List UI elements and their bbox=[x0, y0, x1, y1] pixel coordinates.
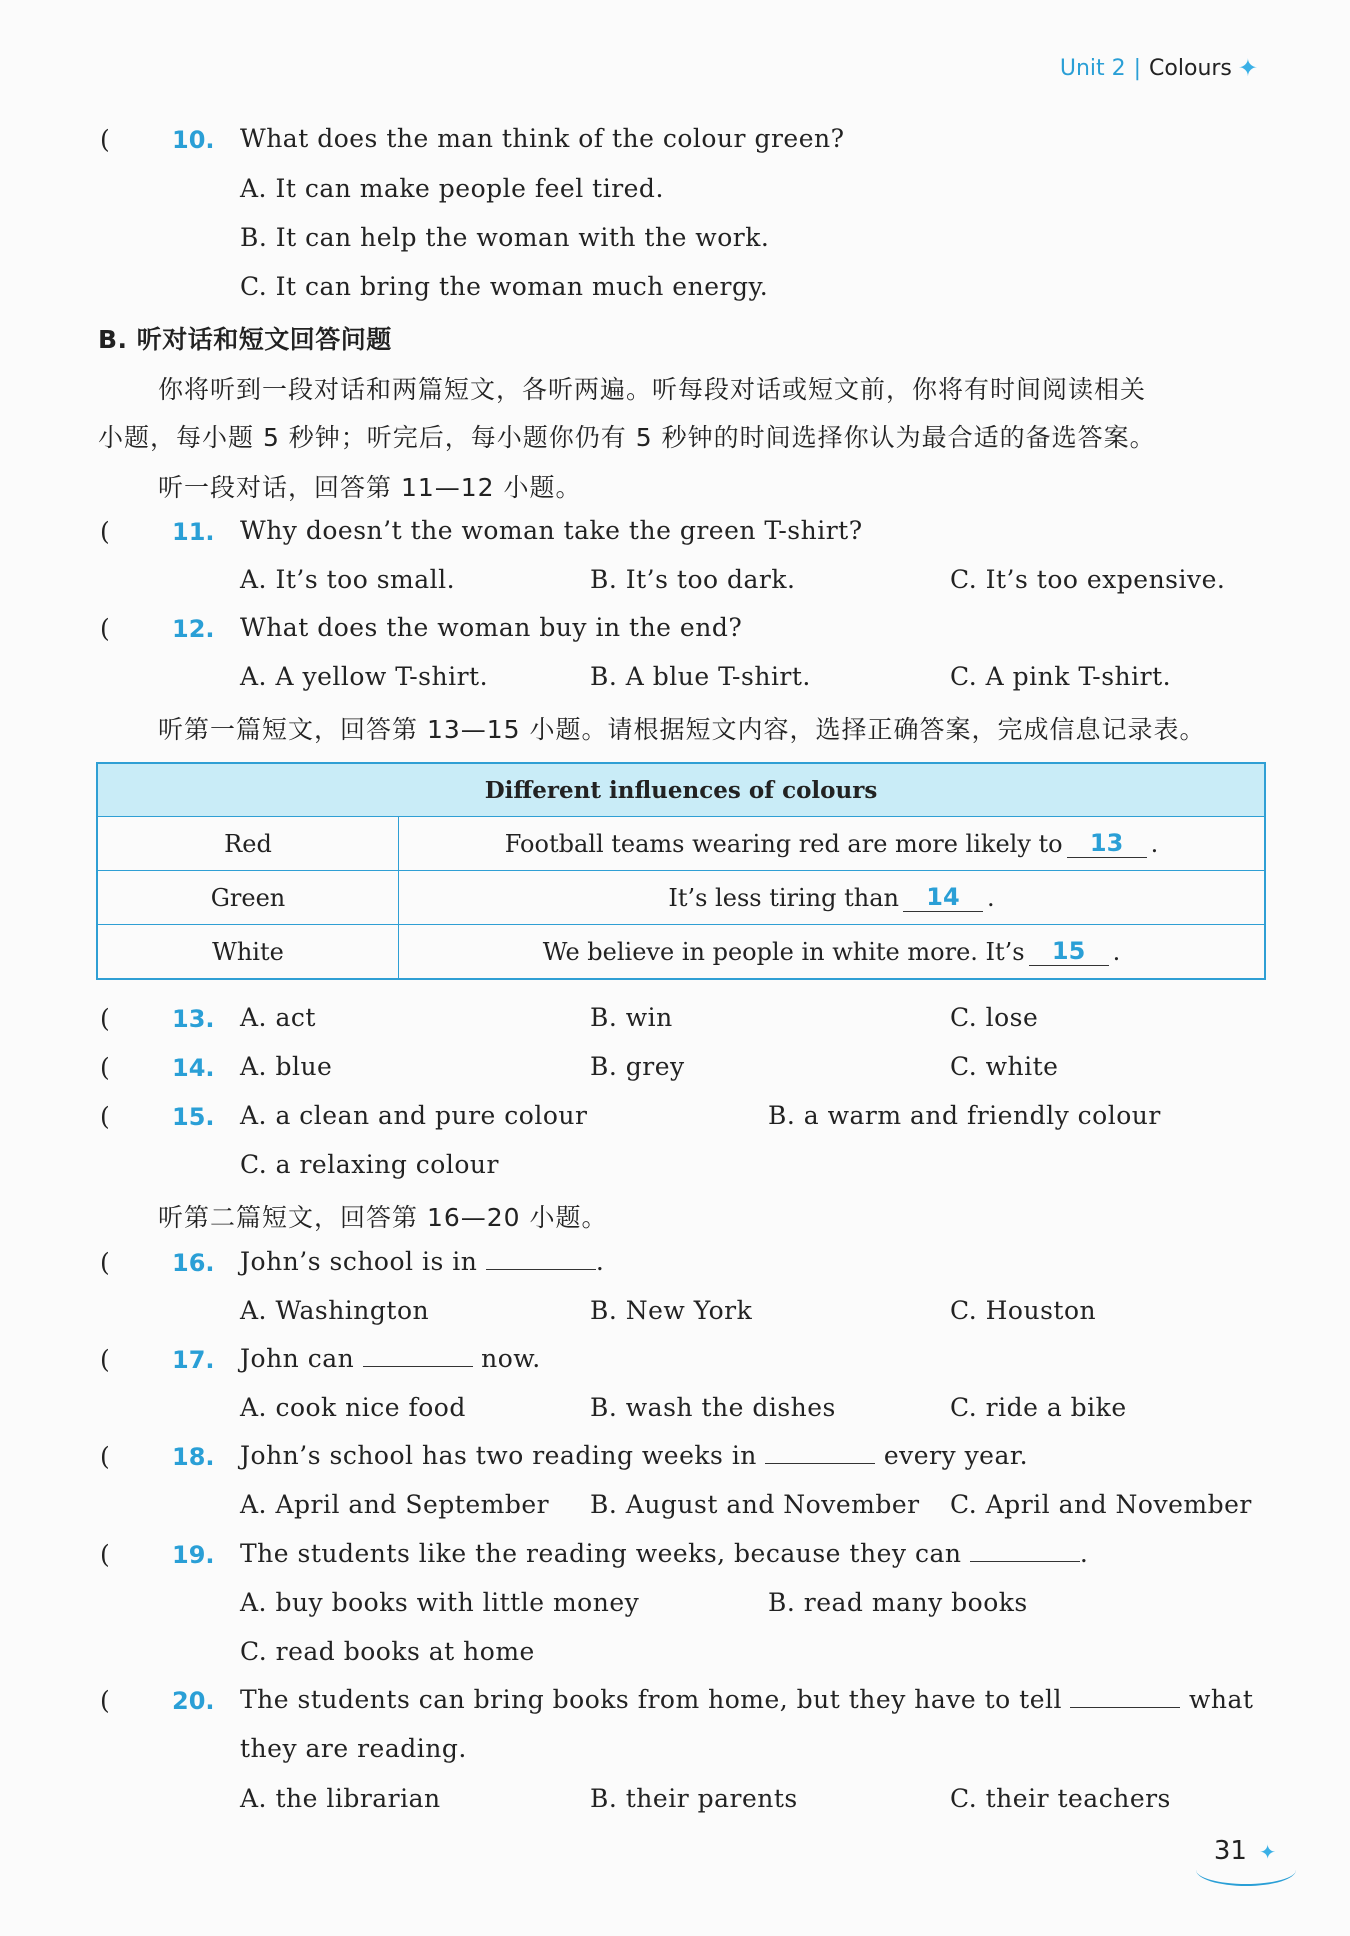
fill-blank bbox=[1070, 1685, 1180, 1708]
option-c: C. white bbox=[950, 1052, 1059, 1081]
colour-cell: Green bbox=[98, 871, 399, 924]
question-stem: John’s school is in bbox=[240, 1247, 478, 1276]
option-b: B. their parents bbox=[590, 1784, 798, 1813]
influence-text: We believe in people in white more. It’s bbox=[542, 937, 1025, 966]
colour-cell: Red bbox=[98, 817, 399, 870]
question-number: 11. bbox=[172, 518, 215, 546]
influence-end: . bbox=[1112, 937, 1121, 966]
question-stem: John can bbox=[240, 1344, 355, 1373]
influence-end: . bbox=[986, 883, 995, 912]
answer-paren: ( bbox=[100, 614, 110, 643]
influence-end: . bbox=[1150, 829, 1159, 858]
page-number: 31 bbox=[1213, 1836, 1247, 1866]
table-row bbox=[98, 871, 1264, 925]
table-row bbox=[98, 925, 1264, 978]
option-a: A. the librarian bbox=[240, 1784, 441, 1813]
question-text bbox=[240, 1539, 1088, 1568]
option-b: B. wash the dishes bbox=[590, 1393, 836, 1422]
question-end: what bbox=[1188, 1685, 1254, 1714]
answer-paren: ( bbox=[100, 1248, 110, 1277]
answer-paren: ( bbox=[100, 125, 110, 154]
fill-blank bbox=[486, 1247, 596, 1270]
fill-blank bbox=[765, 1441, 875, 1464]
header-separator: | bbox=[1133, 55, 1142, 81]
option-c: C. A pink T-shirt. bbox=[950, 662, 1172, 691]
question-text bbox=[240, 1685, 1253, 1714]
sparkle-icon: ✦ bbox=[1259, 1840, 1276, 1864]
option-c: C. ride a bike bbox=[950, 1393, 1127, 1422]
answer-blank[interactable]: 15 bbox=[1029, 937, 1109, 966]
option-c: C. read books at home bbox=[240, 1637, 535, 1666]
question-text bbox=[240, 1247, 604, 1276]
question-number: 16. bbox=[172, 1249, 215, 1277]
section-intro-line1: 你将听到一段对话和两篇短文，各听两遍。听每段对话或短文前，你将有时间阅读相关 bbox=[158, 375, 1147, 404]
question-end: . bbox=[1079, 1539, 1089, 1568]
influence-text: Football teams wearing red are more likely to bbox=[504, 829, 1063, 858]
sparkle-icon: ✦ bbox=[1237, 54, 1258, 82]
question-text bbox=[240, 1344, 541, 1373]
page-header bbox=[1060, 54, 1258, 82]
question-number: 17. bbox=[172, 1346, 215, 1374]
question-text: What does the woman buy in the end? bbox=[240, 613, 743, 642]
option-c: C. lose bbox=[950, 1003, 1039, 1032]
option-a: A. blue bbox=[240, 1052, 333, 1081]
question-number: 15. bbox=[172, 1103, 215, 1131]
option-c: C. It’s too expensive. bbox=[950, 565, 1226, 594]
answer-blank[interactable]: 14 bbox=[903, 883, 983, 912]
influence-cell bbox=[399, 925, 1264, 978]
option-a: A. a clean and pure colour bbox=[240, 1101, 588, 1130]
answer-paren: ( bbox=[100, 1053, 110, 1082]
option-c: C. a relaxing colour bbox=[240, 1150, 499, 1179]
colour-cell: White bbox=[98, 925, 399, 978]
option-a: A. buy books with little money bbox=[240, 1588, 640, 1617]
option-c: C. Houston bbox=[950, 1296, 1097, 1325]
section-intro-line2: 小题，每小题 5 秒钟；听完后，每小题你仍有 5 秒钟的时间选择你认为最合适的备选答案。 bbox=[98, 423, 1156, 452]
answer-paren: ( bbox=[100, 1345, 110, 1374]
question-end: now. bbox=[481, 1344, 541, 1373]
table-row bbox=[98, 817, 1264, 871]
passage2-intro: 听第二篇短文，回答第 16—20 小题。 bbox=[158, 1203, 608, 1232]
fill-blank bbox=[363, 1344, 473, 1367]
question-text: What does the man think of the colour green? bbox=[240, 124, 845, 153]
dialog-intro: 听一段对话，回答第 11—12 小题。 bbox=[158, 473, 582, 502]
answer-paren: ( bbox=[100, 1442, 110, 1471]
question-number: 10. bbox=[172, 126, 215, 154]
answer-paren: ( bbox=[100, 1540, 110, 1569]
option-a: A. A yellow T-shirt. bbox=[240, 662, 489, 691]
influence-cell bbox=[399, 817, 1264, 870]
fill-blank bbox=[970, 1539, 1080, 1562]
option-b: B. read many books bbox=[768, 1588, 1028, 1617]
section-title: B. 听对话和短文回答问题 bbox=[98, 325, 392, 354]
question-number: 12. bbox=[172, 615, 215, 643]
question-stem: The students can bring books from home, but they have to tell bbox=[240, 1685, 1063, 1714]
option-a: A. Washington bbox=[240, 1296, 430, 1325]
info-record-table bbox=[96, 762, 1266, 980]
option-a: A. cook nice food bbox=[240, 1393, 466, 1422]
option-c: C. April and November bbox=[950, 1490, 1252, 1519]
page-arc-decoration bbox=[1196, 1854, 1296, 1886]
unit-title: Colours bbox=[1149, 55, 1232, 81]
answer-paren: ( bbox=[100, 517, 110, 546]
table-title: Different influences of colours bbox=[98, 764, 1264, 817]
passage1-intro: 听第一篇短文，回答第 13—15 小题。请根据短文内容，选择正确答案，完成信息记录表。 bbox=[158, 715, 1206, 744]
answer-paren: ( bbox=[100, 1102, 110, 1131]
question-stem: John’s school has two reading weeks in bbox=[240, 1441, 757, 1470]
option-b: B. August and November bbox=[590, 1490, 920, 1519]
question-number: 13. bbox=[172, 1005, 215, 1033]
option-b: B. It’s too dark. bbox=[590, 565, 796, 594]
question-number: 19. bbox=[172, 1541, 215, 1569]
answer-paren: ( bbox=[100, 1686, 110, 1715]
option-b: B. A blue T-shirt. bbox=[590, 662, 811, 691]
question-text bbox=[240, 1441, 1028, 1470]
question-number: 18. bbox=[172, 1443, 215, 1471]
question-number: 14. bbox=[172, 1054, 215, 1082]
question-end: every year. bbox=[883, 1441, 1029, 1470]
option-b: B. grey bbox=[590, 1052, 685, 1081]
answer-blank[interactable]: 13 bbox=[1067, 829, 1147, 858]
unit-label: Unit 2 bbox=[1059, 55, 1126, 81]
option-b: B. win bbox=[590, 1003, 673, 1032]
option-a: A. It’s too small. bbox=[240, 565, 456, 594]
option-c: C. It can bring the woman much energy. bbox=[240, 272, 769, 301]
answer-paren: ( bbox=[100, 1004, 110, 1033]
option-c: C. their teachers bbox=[950, 1784, 1171, 1813]
influence-cell bbox=[399, 871, 1264, 924]
option-a: A. April and September bbox=[240, 1490, 550, 1519]
option-b: B. It can help the woman with the work. bbox=[240, 223, 770, 252]
option-b: B. a warm and friendly colour bbox=[768, 1101, 1161, 1130]
influence-text: It’s less tiring than bbox=[668, 883, 899, 912]
option-a: A. act bbox=[240, 1003, 316, 1032]
page-number-badge bbox=[1214, 1836, 1276, 1866]
option-b: B. New York bbox=[590, 1296, 753, 1325]
question-text: Why doesn’t the woman take the green T-shirt? bbox=[240, 516, 863, 545]
question-end: . bbox=[595, 1247, 605, 1276]
question-stem: The students like the reading weeks, because they can bbox=[240, 1539, 962, 1568]
option-a: A. It can make people feel tired. bbox=[240, 174, 664, 203]
question-number: 20. bbox=[172, 1687, 215, 1715]
question-continuation: they are reading. bbox=[240, 1734, 467, 1763]
